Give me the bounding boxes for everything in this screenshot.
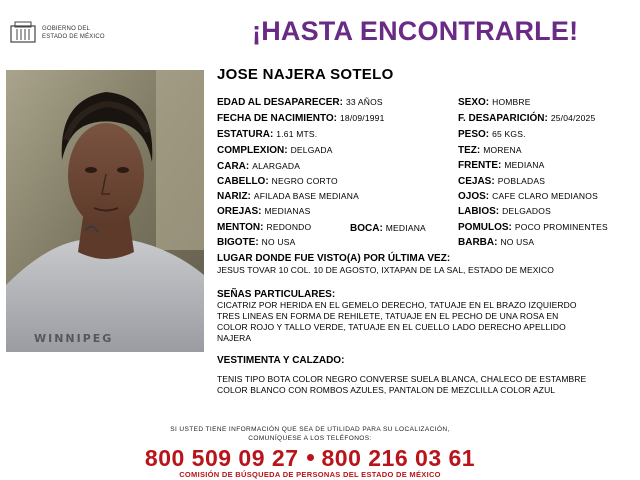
field-label: OJOS: (458, 191, 490, 202)
field-value: 18/09/1991 (340, 113, 385, 123)
field-bigote (217, 236, 295, 249)
field-value: MORENA (483, 145, 522, 155)
marks-line: TRES LINEAS EN FORMA DE REHILETE, TATUAJE EN EL PECHO DE UNA ROSA EN (217, 311, 559, 321)
marks-line: NAJERA (217, 333, 252, 343)
info-line-1: SI USTED TIENE INFORMACIÓN QUE SEA DE UTILIDAD PARA SU LOCALIZACIÓN, (170, 426, 450, 433)
field-label: EDAD AL DESAPARECER: (217, 97, 343, 108)
phone-number-2[interactable]: 800 216 03 61 (321, 445, 476, 471)
clothing-title: VESTIMENTA Y CALZADO: (217, 355, 345, 366)
field-label: PESO: (458, 129, 490, 140)
info-line-2: COMUNÍQUESE A LOS TELÉFONOS: (248, 435, 372, 442)
phone-numbers (0, 444, 620, 472)
commission-name: COMISIÓN DE BÚSQUEDA DE PERSONAS DEL ESTADO DE MÉXICO (179, 470, 441, 479)
field-value: AFILADA BASE MEDIANA (253, 191, 359, 201)
field-value: POBLADAS (497, 176, 546, 186)
field-boca (350, 222, 426, 235)
field-label: OREJAS: (217, 206, 262, 217)
field-value: 1.61 MTS. (276, 129, 318, 139)
field-value: ALARGADA (252, 161, 301, 171)
government-logo (8, 18, 138, 48)
logo-line-2: ESTADO DE MÉXICO (42, 34, 105, 40)
clothing-line: TENIS TIPO BOTA COLOR NEGRO CONVERSE SUELA BLANCA, CHALECO DE ESTAMBRE (217, 374, 587, 384)
field-value: REDONDO (266, 222, 312, 232)
info-notice (0, 425, 620, 443)
clothing-text (217, 374, 586, 396)
field-value: MEDIANA (385, 223, 426, 233)
field-label: BIGOTE: (217, 237, 259, 248)
field-label: MENTON: (217, 222, 264, 233)
marks-line: CICATRIZ POR HERIDA EN EL GEMELO DERECHO, TATUAJE EN EL BRAZO IZQUIERDO (217, 300, 577, 310)
field-value: DELGADOS (502, 206, 551, 216)
last-seen-text (217, 265, 554, 276)
field-estatura (217, 128, 317, 141)
field-value: 25/04/2025 (550, 113, 596, 123)
field-label: BARBA: (458, 237, 498, 248)
field-label: COMPLEXION: (217, 145, 288, 156)
field-sexo (458, 96, 531, 109)
field-label: POMULOS: (458, 222, 512, 233)
person-photo (6, 70, 204, 352)
clothing-line: COLOR BLANCO CON ROMBOS AZULES, PANTALON DE MEZCLILLA COLOR AZUL (217, 385, 556, 395)
field-tez (458, 144, 522, 157)
person-photo-illustration (6, 70, 204, 352)
phone-number-1[interactable]: 800 509 09 27 (144, 445, 299, 471)
field-label: F. DESAPARICIÓN: (458, 113, 548, 124)
field-value: MEDIANAS (264, 206, 311, 216)
field-menton (217, 221, 311, 234)
photo-shirt-text: WINNIPEG (34, 332, 114, 345)
field-value: MEDIANA (504, 160, 545, 170)
marks-line: COLOR ROJO Y TALLO VERDE, TATUAJE EN EL CUELLO LADO DERECHO APELLIDO (217, 322, 566, 332)
last-seen-title: LUGAR DONDE FUE VISTO(A) POR ÚLTIMA VEZ: (217, 253, 451, 264)
field-value: HOMBRE (492, 97, 531, 107)
field-label: ESTATURA: (217, 129, 274, 140)
field-cabello (217, 175, 338, 188)
field-label: TEZ: (458, 145, 481, 156)
logo-line-1: GOBIERNO DEL (42, 26, 91, 32)
field-labios (458, 205, 551, 218)
field-cara (217, 160, 300, 173)
field-cejas (458, 175, 545, 188)
field-label: CABELLO: (217, 176, 269, 187)
person-name: JOSE NAJERA SOTELO (217, 66, 394, 83)
field-pomulos (458, 221, 608, 234)
field-orejas (217, 205, 310, 218)
field-fecha-nacimiento (217, 112, 385, 125)
field-value: 65 KGS. (492, 129, 526, 139)
separator-dot-icon (307, 454, 314, 461)
field-value: POCO PROMINENTES (514, 222, 608, 232)
field-nariz (217, 190, 359, 203)
marks-title: SEÑAS PARTICULARES: (217, 289, 336, 300)
field-label: FECHA DE NACIMIENTO: (217, 113, 337, 124)
field-value: CAFE CLARO MEDIANOS (492, 191, 598, 201)
field-value: NO USA (261, 237, 296, 247)
marks-text (217, 300, 577, 344)
field-label: LABIOS: (458, 206, 500, 217)
field-edad (217, 96, 383, 109)
field-value: NEGRO CORTO (271, 176, 338, 186)
field-value: NO USA (500, 237, 535, 247)
field-label: CARA: (217, 161, 250, 172)
field-ojos (458, 190, 598, 203)
field-value: 33 AÑOS (345, 97, 383, 107)
field-barba (458, 236, 534, 249)
field-peso (458, 128, 526, 141)
field-frente (458, 159, 544, 172)
page-headline: ¡HASTA ENCONTRARLE! (252, 16, 579, 46)
state-emblem-icon (10, 20, 36, 44)
field-label: NARIZ: (217, 191, 251, 202)
field-label: FRENTE: (458, 160, 502, 171)
field-complexion (217, 144, 333, 157)
field-fecha-desaparicion (458, 112, 595, 125)
field-label: CEJAS: (458, 176, 495, 187)
last-seen-line: JESUS TOVAR 10 COL. 10 DE AGOSTO, IXTAPAN DE LA SAL, ESTADO DE MEXICO (217, 265, 554, 275)
field-label: SEXO: (458, 97, 490, 108)
field-value: DELGADA (290, 145, 333, 155)
field-label: BOCA: (350, 223, 383, 234)
